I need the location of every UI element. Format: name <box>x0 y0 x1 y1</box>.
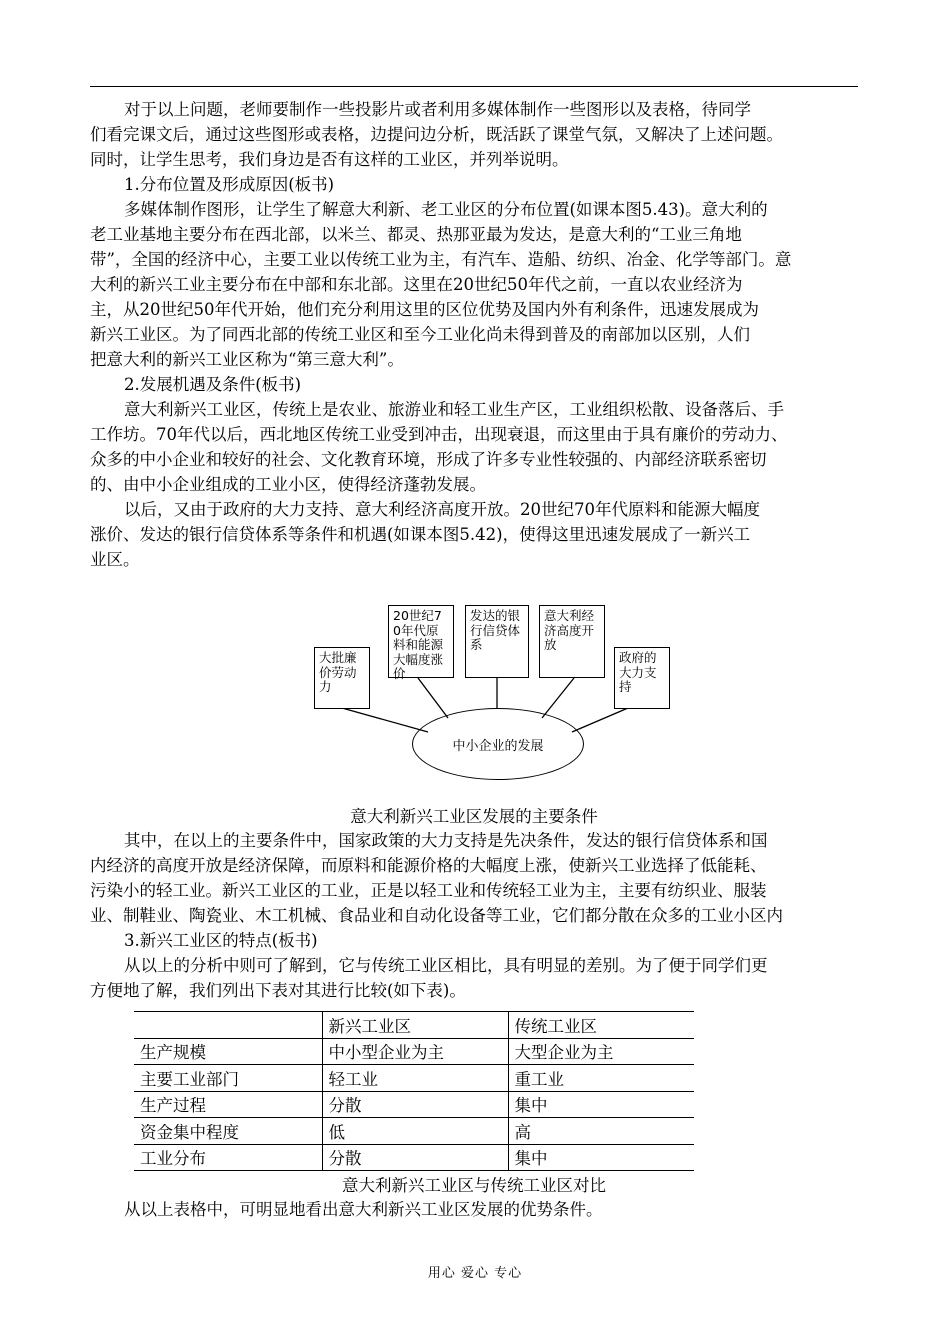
text-line: 带”，全国的经济中心，主要工业以传统工业为主，有汽车、造船、纺织、冶金、化学等部门。意 <box>90 250 792 269</box>
table-cell: 轻工业 <box>322 1065 508 1092</box>
conditions-diagram <box>310 600 657 790</box>
condition-box-labor: 大批廉价劳动力 <box>314 647 370 709</box>
text-line: 主，从20世纪50年代开始，他们充分利用这里的区位优势及国内外有利条件，迅速发展成为 <box>90 300 759 319</box>
text-line: 意大利新兴工业区，传统上是农业、旅游业和轻工业生产区，工业组织松散、设备落后、手 <box>124 400 784 419</box>
text-line: 的、由中小企业组成的工业小区，使得经济蓬勃发展。 <box>90 475 486 494</box>
center-label: 中小企业的发展 <box>452 738 544 754</box>
table-cell: 主要工业部门 <box>134 1065 322 1092</box>
table-cell: 集中 <box>508 1091 694 1118</box>
comparison-table <box>134 1011 694 1171</box>
text-line: 老工业基地主要分布在西北部，以米兰、都灵、热那亚最为发达，是意大利的“工业三角地 <box>90 225 742 244</box>
table-cell: 中小型企业为主 <box>322 1038 508 1065</box>
table-row <box>134 1065 694 1092</box>
section-heading: 3.新兴工业区的特点(板书) <box>124 931 318 950</box>
text-line: 从以上表格中，可明显地看出意大利新兴工业区发展的优势条件。 <box>124 1200 603 1219</box>
text-line: 内经济的高度开放是经济保障，而原料和能源价格的大幅度上涨，使新兴工业选择了低能耗、 <box>90 856 767 875</box>
text-line: 以后，又由于政府的大力支持、意大利经济高度开放。20世纪70年代原料和能源大幅度 <box>124 500 760 519</box>
table-header-cell <box>134 1012 322 1039</box>
table-cell: 生产规模 <box>134 1038 322 1065</box>
text-line: 涨价、发达的银行信贷体系等条件和机遇(如课本图5.42)，使得这里迅速发展成了一新兴工 <box>90 525 751 544</box>
body-text-top <box>90 97 858 572</box>
condition-box-gov: 政府的大力支持 <box>614 647 670 709</box>
center-ellipse <box>412 708 584 780</box>
table-row <box>134 1144 694 1171</box>
text-line: 新兴工业区。为了同西北部的传统工业区和至今工业化尚未得到普及的南部加以区别，人们 <box>90 325 750 344</box>
table-header-cell: 传统工业区 <box>508 1012 694 1039</box>
text-line: 多媒体制作图形，让学生了解意大利新、老工业区的分布位置(如课本图5.43)。意大利的 <box>124 200 768 219</box>
table-cell: 大型企业为主 <box>508 1038 694 1065</box>
table-row <box>134 1118 694 1145</box>
table-caption: 意大利新兴工业区与传统工业区对比 <box>342 1176 606 1195</box>
text-line: 业区。 <box>90 550 140 569</box>
header-rule <box>90 86 858 87</box>
condition-box-bank: 发达的银行信贷体系 <box>465 605 529 678</box>
table-cell: 资金集中程度 <box>134 1118 322 1145</box>
text-line: 业、制鞋业、陶瓷业、木工机械、食品业和自动化设备等工业，它们都分散在众多的工业小区内 <box>90 906 783 925</box>
section-heading: 2.发展机遇及条件(板书) <box>124 375 302 394</box>
table-header-row <box>134 1012 694 1039</box>
page-footer: 用心 爱心 专心 <box>427 1266 523 1281</box>
closing-text <box>90 1197 858 1222</box>
text-line: 把意大利的新兴工业区称为“第三意大利”。 <box>90 350 404 369</box>
condition-box-open: 意大利经济高度开放 <box>539 605 605 678</box>
text-line: 其中，在以上的主要条件中，国家政策的大力支持是先决条件，发达的银行信贷体系和国 <box>124 831 768 850</box>
table-cell: 工业分布 <box>134 1144 322 1171</box>
text-line: 从以上的分析中则可了解到，它与传统工业区相比，具有明显的差别。为了便于同学们更 <box>124 956 768 975</box>
text-line: 方便地了解，我们列出下表对其进行比较(如下表)。 <box>90 981 466 1000</box>
text-line: 污染小的轻工业。新兴工业区的工业，正是以轻工业和传统轻工业为主，主要有纺织业、服装 <box>90 881 767 900</box>
table-cell: 分散 <box>322 1091 508 1118</box>
text-line: 大利的新兴工业主要分布在中部和东北部。这里在20世纪50年代之前，一直以农业经济为 <box>90 275 743 294</box>
table-cell: 高 <box>508 1118 694 1145</box>
table-cell: 分散 <box>322 1144 508 1171</box>
table-cell: 生产过程 <box>134 1091 322 1118</box>
text-line: 对于以上问题，老师要制作一些投影片或者利用多媒体制作一些图形以及表格，待同学 <box>124 100 751 119</box>
text-line: 们看完课文后，通过这些图形或表格，边提问边分析，既活跃了课堂气氛，又解决了上述问题。 <box>90 125 783 144</box>
condition-box-price: 20世纪70年代原料和能源大幅度涨价 <box>388 605 454 678</box>
diagram-caption: 意大利新兴工业区发展的主要条件 <box>350 807 598 826</box>
table-row <box>134 1038 694 1065</box>
body-text-bottom <box>90 828 858 1003</box>
table-header-cell: 新兴工业区 <box>322 1012 508 1039</box>
text-line: 工作坊。70年代以后，西北地区传统工业受到冲击，出现衰退，而这里由于具有廉价的劳动力、 <box>90 425 788 444</box>
table-cell: 集中 <box>508 1144 694 1171</box>
table-cell: 重工业 <box>508 1065 694 1092</box>
text-line: 众多的中小企业和较好的社会、文化教育环境，形成了许多专业性较强的、内部经济联系密切 <box>90 450 767 469</box>
table-cell: 低 <box>322 1118 508 1145</box>
text-line: 同时，让学生思考，我们身边是否有这样的工业区，并列举说明。 <box>90 150 569 169</box>
table-row <box>134 1091 694 1118</box>
section-heading: 1.分布位置及形成原因(板书) <box>124 175 335 194</box>
